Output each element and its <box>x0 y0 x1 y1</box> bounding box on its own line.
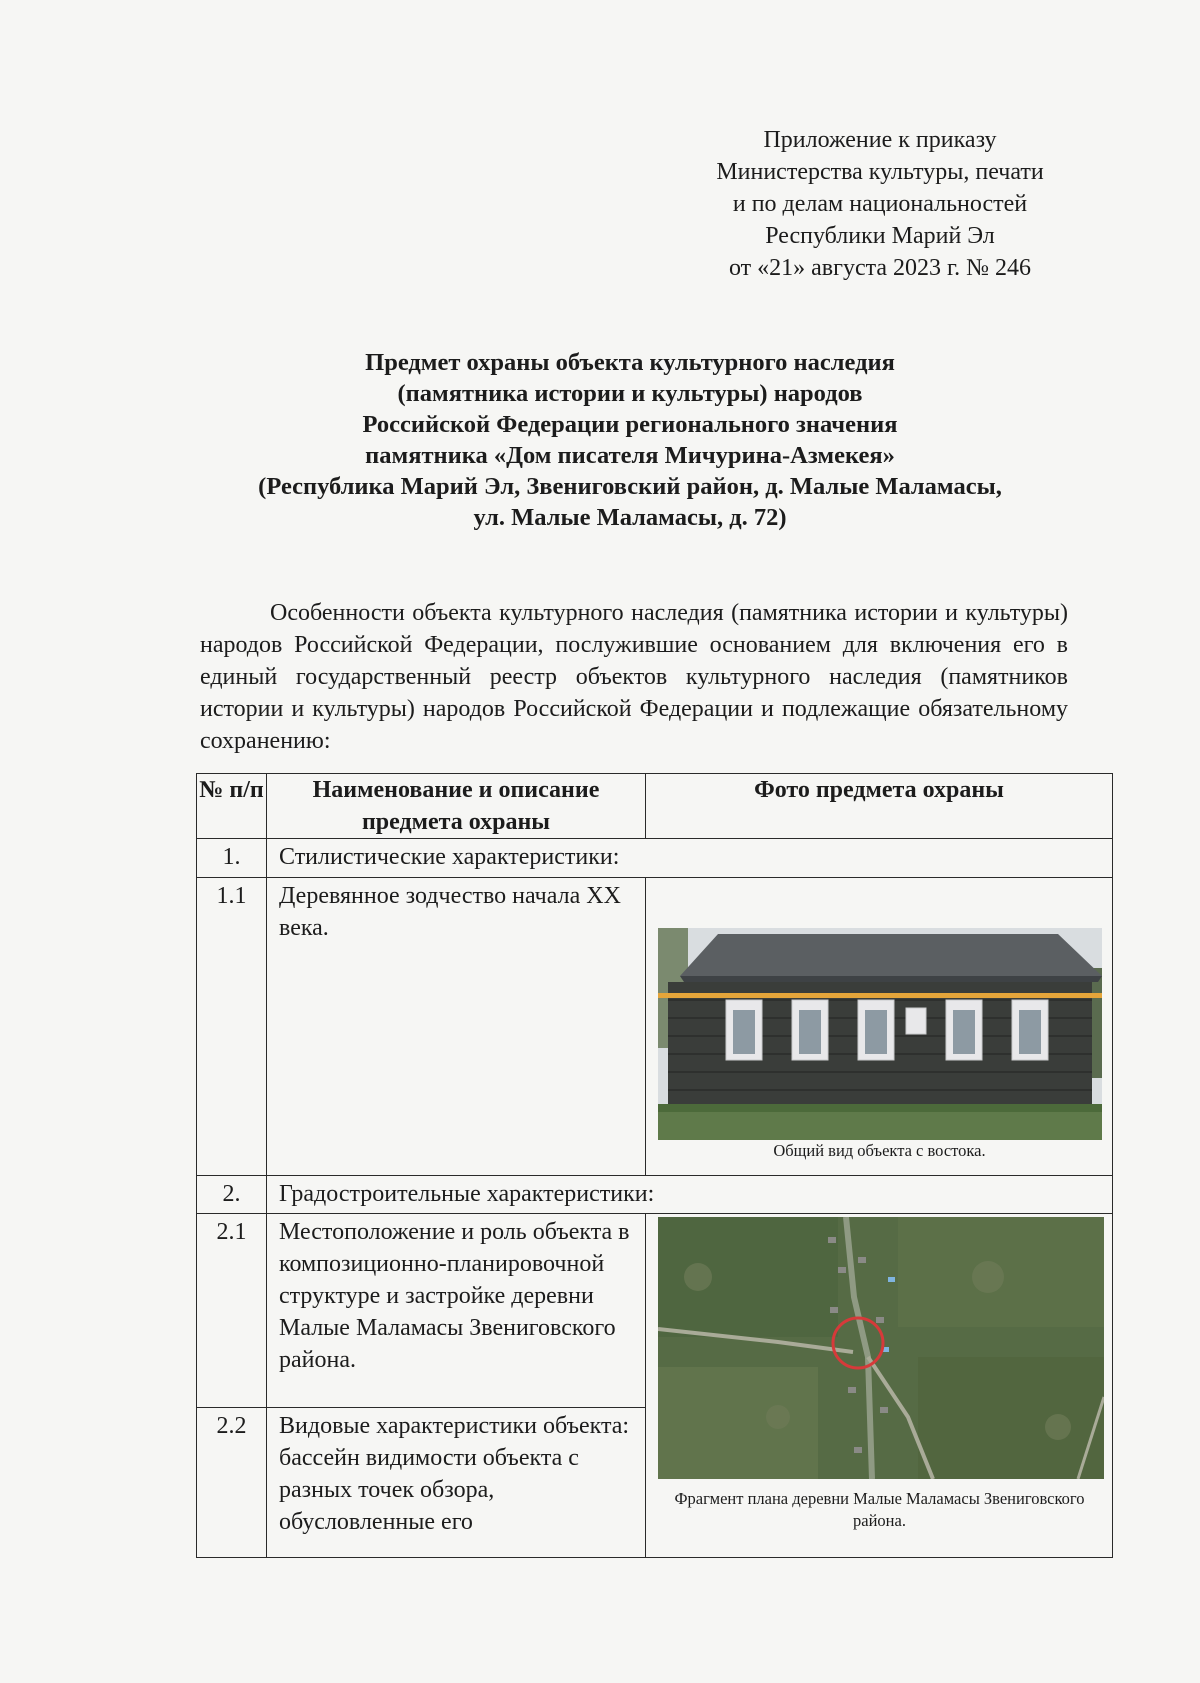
intro-paragraph: Особенности объекта культурного наследия (памятника истории и культуры) народов Российской Федерации, послужившие основанием для включения его в единый государственный реестр объектов культурного наследия (памятников истории и культуры) народов Российской Федерации и подлежащие обязательному сохранению: <box>200 600 1068 754</box>
item-number: 2.2 <box>197 1408 267 1558</box>
section-row <box>197 839 1113 878</box>
document-title <box>190 347 1070 533</box>
photo-cell <box>646 878 1113 1176</box>
title-line: ул. Малые Маламасы, д. 72) <box>473 504 787 531</box>
title-line: (Республика Марий Эл, Звениговский район, д. Малые Маламасы, <box>258 473 1002 500</box>
protection-table <box>196 773 1113 1558</box>
photo-cell <box>646 1214 1113 1558</box>
section-number: 1. <box>197 839 267 878</box>
table-row <box>197 1214 1113 1408</box>
appendix-line: и по делам национальностей <box>732 191 1028 217</box>
table-row <box>197 878 1113 1176</box>
item-description: Местоположение и роль объекта в композиционно-планировочной структуре и застройке деревни Малые Маламасы Звениговского района. <box>267 1214 646 1408</box>
appendix-line: Приложение к приказу <box>763 127 997 153</box>
appendix-line: Министерства культуры, печати <box>716 159 1044 185</box>
item-description: Деревянное зодчество начала XX века. <box>267 878 646 1176</box>
appendix-line: от «21» августа 2023 г. № 246 <box>728 255 1032 281</box>
item-description: Видовые характеристики объекта: бассейн видимости объекта с разных точек обзора, обусловленные его <box>267 1408 646 1558</box>
appendix-block <box>660 124 1100 284</box>
header-photo: Фото предмета охраны <box>646 774 1113 839</box>
photo-caption: Фрагмент плана деревни Малые Маламасы Звениговского района. <box>674 1489 1085 1530</box>
appendix-line: Республики Марий Эл <box>765 223 995 249</box>
section-label: Градостроительные характеристики: <box>267 1176 1113 1214</box>
item-number: 1.1 <box>197 878 267 1176</box>
photo-caption: Общий вид объекта с востока. <box>773 1141 986 1160</box>
title-line: (памятника истории и культуры) народов <box>397 380 863 407</box>
header-num: № п/п <box>197 774 267 839</box>
item-number: 2.1 <box>197 1214 267 1408</box>
header-name: Наименование и описание предмета охраны <box>267 774 646 839</box>
house-photo <box>658 928 1102 1140</box>
title-line: Предмет охраны объекта культурного наследия <box>365 349 895 376</box>
section-label: Стилистические характеристики: <box>267 839 1113 878</box>
title-line: Российской Федерации регионального значения <box>362 411 898 438</box>
map-photo <box>658 1217 1104 1479</box>
section-number: 2. <box>197 1176 267 1214</box>
section-row <box>197 1176 1113 1214</box>
table-header-row <box>197 774 1113 839</box>
title-line: памятника «Дом писателя Мичурина-Азмекея» <box>365 442 895 469</box>
